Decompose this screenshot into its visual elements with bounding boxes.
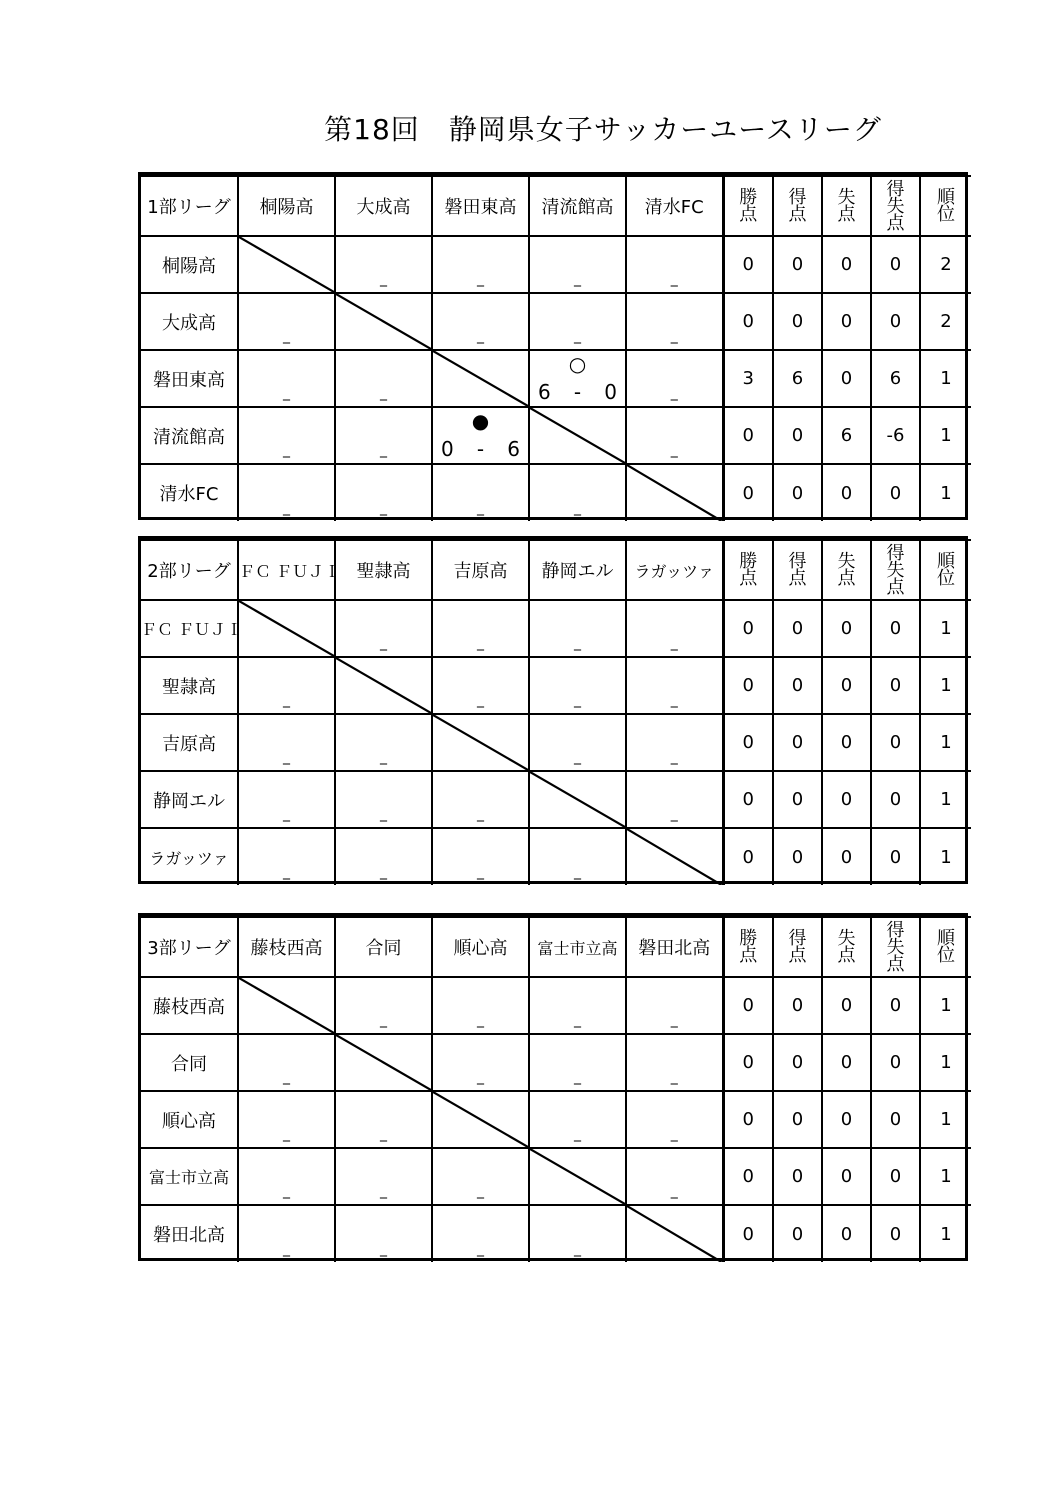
stat-header: 勝 点 [723,917,773,977]
stat-goal-diff: 0 [871,714,920,771]
stat-points: 3 [723,350,773,407]
loss-mark-icon: ● [471,409,490,433]
unplayed-dash: _ [380,864,387,880]
table-row [141,464,971,521]
stat-goals-against: 0 [822,1148,871,1205]
stat-goal-diff: 0 [871,771,920,828]
league-table-1 [138,172,968,520]
diagonal-cell [335,1034,432,1091]
match-cell [432,293,529,350]
stat-header: 勝 点 [723,540,773,600]
match-score [433,439,528,459]
stat-rank: 1 [920,1205,971,1262]
table-row [141,407,971,464]
stat-goals-for: 0 [773,293,822,350]
match-cell [529,1205,626,1262]
unplayed-dash: _ [477,271,484,287]
diagonal-cell [626,1205,723,1262]
stat-goals-for: 0 [773,657,822,714]
stat-header: 得 失 点 [871,917,920,977]
stat-points: 0 [723,828,773,885]
stat-rank: 1 [920,1148,971,1205]
stat-points: 0 [723,657,773,714]
unplayed-dash: _ [670,1126,678,1142]
diagonal-cell [432,350,529,407]
stat-points: 0 [723,1205,773,1262]
unplayed-dash: _ [574,1069,581,1085]
stat-goals-against: 0 [822,293,871,350]
unplayed-dash: _ [283,749,290,765]
table-row [141,1091,971,1148]
row-team-name: 吉原高 [141,714,238,771]
stat-points: 0 [723,1034,773,1091]
stat-rank: 1 [920,771,971,828]
stat-header: 順 位 [920,917,971,977]
stat-goal-diff: 0 [871,1091,920,1148]
match-cell [238,407,335,464]
match-cell [238,1034,335,1091]
unplayed-dash: _ [380,500,387,516]
match-cell [529,828,626,885]
stat-points: 0 [723,1091,773,1148]
match-cell [335,407,432,464]
match-cell [335,1091,432,1148]
match-cell [432,1148,529,1205]
match-cell [626,771,723,828]
unplayed-dash: _ [574,271,581,287]
stat-header: 順 位 [920,176,971,236]
stat-goals-against: 0 [822,1091,871,1148]
unplayed-dash: _ [670,692,678,708]
stat-rank: 1 [920,464,971,521]
stat-rank: 1 [920,1091,971,1148]
stat-rank: 1 [920,350,971,407]
match-cell [238,828,335,885]
unplayed-dash: _ [477,500,484,516]
diagonal-cell [432,714,529,771]
unplayed-dash: _ [670,1183,678,1199]
stat-points: 0 [723,771,773,828]
stat-header: 得 点 [773,540,822,600]
match-cell [432,771,529,828]
stat-goals-for: 0 [773,1091,822,1148]
stat-goal-diff: 0 [871,828,920,885]
match-cell [335,236,432,293]
league-grid [141,916,971,1262]
stat-goals-against: 0 [822,977,871,1034]
row-team-name: 聖隷高 [141,657,238,714]
unplayed-dash: _ [380,1126,387,1142]
column-team-header: 吉原高 [432,540,529,600]
score-for: 6 [538,380,551,404]
unplayed-dash: _ [283,328,290,344]
match-cell [238,293,335,350]
row-team-name: 桐陽高 [141,236,238,293]
score-against: 6 [507,437,520,461]
diagonal-cell [529,407,626,464]
unplayed-dash: _ [380,385,387,401]
table-row [141,977,971,1034]
league-name: 3部リーグ [141,917,238,977]
match-cell [335,977,432,1034]
match-cell [626,714,723,771]
unplayed-dash: _ [283,500,290,516]
column-team-header: 大成高 [335,176,432,236]
stat-rank: 1 [920,977,971,1034]
league-name: 1部リーグ [141,176,238,236]
stat-goal-diff: 0 [871,1148,920,1205]
stat-header: 得 点 [773,176,822,236]
unplayed-dash: _ [380,806,387,822]
win-mark-icon: ○ [568,352,587,376]
match-cell [238,1148,335,1205]
stat-goals-for: 0 [773,828,822,885]
match-cell [238,1091,335,1148]
unplayed-dash: _ [283,1183,290,1199]
match-cell [335,600,432,657]
table-row [141,1205,971,1262]
diagonal-cell [335,293,432,350]
table-row [141,600,971,657]
table-row [141,828,971,885]
column-team-header: 清水FC [626,176,723,236]
match-cell [626,600,723,657]
stat-rank: 1 [920,828,971,885]
stat-points: 0 [723,977,773,1034]
stat-goals-for: 0 [773,977,822,1034]
column-team-header: ラガッツァ [626,540,723,600]
unplayed-dash: _ [477,328,484,344]
match-cell [238,771,335,828]
stat-goals-for: 0 [773,1205,822,1262]
unplayed-dash: _ [670,442,678,458]
stat-goal-diff: 0 [871,1034,920,1091]
diagonal-cell [238,977,335,1034]
stat-header: 得 失 点 [871,540,920,600]
unplayed-dash: _ [283,1069,290,1085]
stat-header: 失 点 [822,540,871,600]
diagonal-cell [529,1148,626,1205]
table-row [141,714,971,771]
unplayed-dash: _ [283,1126,290,1142]
match-cell [432,1205,529,1262]
stat-goals-against: 0 [822,828,871,885]
match-cell [529,1034,626,1091]
stat-rank: 1 [920,657,971,714]
row-team-name: 富士市立高 [141,1148,238,1205]
match-cell [432,977,529,1034]
unplayed-dash: _ [670,1069,678,1085]
stat-points: 0 [723,1148,773,1205]
diagonal-cell [335,657,432,714]
unplayed-dash: _ [670,635,678,651]
unplayed-dash: _ [670,328,678,344]
column-team-header: 静岡エル [529,540,626,600]
match-cell [335,771,432,828]
match-cell [529,464,626,521]
unplayed-dash: _ [283,385,290,401]
stat-goals-against: 0 [822,1034,871,1091]
score-against: 0 [604,380,617,404]
match-cell [335,350,432,407]
unplayed-dash: _ [670,1012,678,1028]
league-name: 2部リーグ [141,540,238,600]
column-team-header: 磐田東高 [432,176,529,236]
match-cell [626,407,723,464]
stat-header: 失 点 [822,176,871,236]
unplayed-dash: _ [380,1183,387,1199]
stat-header: 得 失 点 [871,176,920,236]
unplayed-dash: _ [574,1126,581,1142]
stat-rank: 1 [920,714,971,771]
stat-rank: 2 [920,236,971,293]
league-grid [141,539,971,885]
match-cell [238,350,335,407]
match-cell [335,464,432,521]
column-team-header: 順心高 [432,917,529,977]
match-cell [335,1205,432,1262]
stat-goal-diff: 6 [871,350,920,407]
table-row [141,771,971,828]
unplayed-dash: _ [380,1012,387,1028]
row-team-name: 清流館高 [141,407,238,464]
unplayed-dash: _ [477,864,484,880]
unplayed-dash: _ [477,1183,484,1199]
stat-points: 0 [723,236,773,293]
match-cell [626,1034,723,1091]
row-team-name: 大成高 [141,293,238,350]
row-team-name: 磐田北高 [141,1205,238,1262]
unplayed-dash: _ [670,749,678,765]
stat-goal-diff: 0 [871,293,920,350]
match-cell [529,236,626,293]
unplayed-dash: _ [283,1241,290,1257]
match-cell [626,293,723,350]
match-cell [626,977,723,1034]
stat-goals-against: 6 [822,407,871,464]
header-row [141,917,971,977]
row-team-name: 順心高 [141,1091,238,1148]
stat-goals-for: 0 [773,1148,822,1205]
stat-points: 0 [723,407,773,464]
row-team-name: 磐田東高 [141,350,238,407]
match-cell [432,657,529,714]
unplayed-dash: _ [380,271,387,287]
unplayed-dash: _ [670,806,678,822]
stat-points: 0 [723,714,773,771]
stat-goal-diff: -6 [871,407,920,464]
diagonal-cell [626,464,723,521]
stat-points: 0 [723,464,773,521]
stat-goals-for: 0 [773,714,822,771]
column-team-header: 桐陽高 [238,176,335,236]
unplayed-dash: _ [283,442,290,458]
stat-goals-for: 0 [773,1034,822,1091]
stat-goals-against: 0 [822,600,871,657]
unplayed-dash: _ [574,500,581,516]
stat-goals-against: 0 [822,1205,871,1262]
unplayed-dash: _ [670,271,678,287]
stat-goal-diff: 0 [871,600,920,657]
unplayed-dash: _ [477,692,484,708]
unplayed-dash: _ [574,864,581,880]
column-team-header: 藤枝西高 [238,917,335,977]
table-row [141,1034,971,1091]
stat-header: 順 位 [920,540,971,600]
unplayed-dash: _ [283,864,290,880]
stat-rank: 1 [920,407,971,464]
table-row [141,293,971,350]
diagonal-cell [238,600,335,657]
row-team-name: ＦＣ ＦＵＪＩ [141,600,238,657]
header-row [141,540,971,600]
league-grid [141,175,971,521]
match-score [530,382,625,402]
unplayed-dash: _ [283,806,290,822]
stat-goals-for: 6 [773,350,822,407]
match-cell [626,350,723,407]
row-team-name: 清水FC [141,464,238,521]
match-cell [529,977,626,1034]
match-cell [529,1091,626,1148]
stat-goal-diff: 0 [871,657,920,714]
table-row [141,657,971,714]
row-team-name: 藤枝西高 [141,977,238,1034]
header-row [141,176,971,236]
unplayed-dash: _ [574,1241,581,1257]
match-cell [238,1205,335,1262]
unplayed-dash: _ [574,328,581,344]
column-team-header: 聖隷高 [335,540,432,600]
match-cell [432,600,529,657]
match-cell [432,407,529,464]
match-cell [626,1091,723,1148]
column-team-header: ＦＣ ＦＵＪＩ [238,540,335,600]
stat-goals-against: 0 [822,771,871,828]
unplayed-dash: _ [380,1241,387,1257]
match-cell [335,828,432,885]
stat-goal-diff: 0 [871,977,920,1034]
stat-goals-for: 0 [773,771,822,828]
match-cell [335,1148,432,1205]
table-row [141,1148,971,1205]
column-team-header: 合同 [335,917,432,977]
stat-goals-for: 0 [773,236,822,293]
match-cell [529,714,626,771]
unplayed-dash: _ [574,635,581,651]
stat-goals-against: 0 [822,657,871,714]
match-cell [529,600,626,657]
match-cell [238,714,335,771]
match-cell [529,657,626,714]
column-team-header: 富士市立高 [529,917,626,977]
table-row [141,236,971,293]
stat-goals-for: 0 [773,464,822,521]
match-cell [432,828,529,885]
unplayed-dash: _ [380,442,387,458]
score-sep: - [476,437,485,461]
page-title: 第18回 静岡県女子サッカーユースリーグ [324,113,882,146]
stat-goal-diff: 0 [871,1205,920,1262]
league-table-3 [138,913,968,1261]
unplayed-dash: _ [283,692,290,708]
stat-rank: 1 [920,600,971,657]
unplayed-dash: _ [574,692,581,708]
match-cell [432,464,529,521]
stat-header: 勝 点 [723,176,773,236]
row-team-name: ラガッツァ [141,828,238,885]
unplayed-dash: _ [380,635,387,651]
stat-goals-against: 0 [822,714,871,771]
diagonal-cell [626,828,723,885]
unplayed-dash: _ [380,749,387,765]
stat-header: 失 点 [822,917,871,977]
stat-goals-for: 0 [773,600,822,657]
match-cell [238,464,335,521]
row-team-name: 合同 [141,1034,238,1091]
match-cell [432,236,529,293]
stat-rank: 2 [920,293,971,350]
unplayed-dash: _ [574,1012,581,1028]
stat-goals-against: 0 [822,464,871,521]
unplayed-dash: _ [477,1012,484,1028]
league-table-2 [138,536,968,884]
match-cell [238,657,335,714]
row-team-name: 静岡エル [141,771,238,828]
stat-goals-against: 0 [822,236,871,293]
unplayed-dash: _ [670,385,678,401]
match-cell [529,350,626,407]
match-cell [626,236,723,293]
stat-points: 0 [723,600,773,657]
column-team-header: 清流館高 [529,176,626,236]
stat-goal-diff: 0 [871,464,920,521]
match-cell [529,293,626,350]
stat-goals-against: 0 [822,350,871,407]
diagonal-cell [432,1091,529,1148]
unplayed-dash: _ [477,1069,484,1085]
match-cell [432,1034,529,1091]
score-for: 0 [441,437,454,461]
stat-header: 得 点 [773,917,822,977]
diagonal-cell [238,236,335,293]
match-cell [626,1148,723,1205]
unplayed-dash: _ [477,635,484,651]
score-sep: - [573,380,582,404]
match-cell [626,657,723,714]
diagonal-cell [529,771,626,828]
stat-rank: 1 [920,1034,971,1091]
stat-points: 0 [723,293,773,350]
column-team-header: 磐田北高 [626,917,723,977]
table-row [141,350,971,407]
unplayed-dash: _ [477,1241,484,1257]
unplayed-dash: _ [574,749,581,765]
stat-goals-for: 0 [773,407,822,464]
unplayed-dash: _ [477,806,484,822]
match-cell [335,714,432,771]
stat-goal-diff: 0 [871,236,920,293]
